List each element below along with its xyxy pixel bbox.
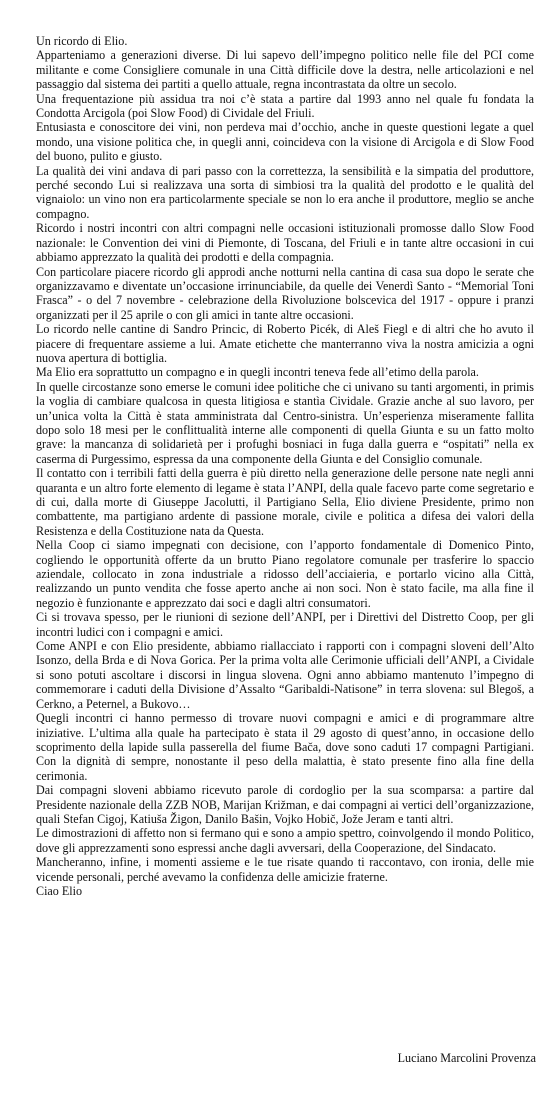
- paragraph: Mancheranno, infine, i momenti assieme e le tue risate quando ti raccontavo, con ironia, delle mie vicende personali, perché avevamo la confidenza delle amicizie fraterne.: [36, 855, 534, 884]
- paragraph: Ci si trovava spesso, per le riunioni di sezione dell’ANPI, per i Direttivi del Distretto Coop, per gli incontri ludici con i compagni e amici.: [36, 610, 534, 639]
- paragraph: Il contatto con i terribili fatti della guerra è più diretto nella generazione delle persone nate negli anni quaranta e un altro forte elemento di legame è stata l’ANPI, della quale facevo parte come segretario e di cui, dalla morte di Giuseppe Jacolutti, il Partigiano Sella, Elio diviene Presidente, primo non combattente, ma partigiano ardente di passione morale, civile e politica a difesa dei valori della Resistenza e della Costituzione nata da Questa.: [36, 466, 534, 538]
- letter-title: Un ricordo di Elio.: [36, 34, 128, 48]
- paragraph: Nella Coop ci siamo impegnati con decisione, con l’apporto fondamentale di Domenico Pinto, cogliendo le opportunità offerte da un brutto Piano regolatore comunale per trasferire lo spaccio aziendale, collocato in zona industriale a ridosso dell’acciaieria, e portarlo vicino alla Città, realizzando un punto vendita che fosse aperto anche ai non soci. Non è stato facile, ma alla fine il negozio è funzionante e apprezzato dai soci e dagli altri consumatori.: [36, 538, 534, 610]
- paragraph: La qualità dei vini andava di pari passo con la correttezza, la sensibilità e la simpatia del produttore, perché secondo Lui si realizzava una sorta di simbiosi tra la qualità del prodotto e le qualità del vignaiolo: un vino non era particolarmente speciale se non lo era anche il produttore, meglio se anche compagno.: [36, 163, 534, 221]
- paragraph: Ma Elio era soprattutto un compagno e in quegli incontri teneva fede all’etimo della parola.: [36, 365, 479, 380]
- paragraph: Entusiasta e conoscitore dei vini, non perdeva mai d’occhio, anche in queste questioni legate a quel mondo, una visione politica che, in quegli anni, coincideva con la visione di Arcigola e di Slow Food del buono, pulito e giusto.: [36, 120, 534, 164]
- paragraph: Quegli incontri ci hanno permesso di trovare nuovi compagni e amici e di programmare altre iniziative. L’ultima alla quale ha partecipato è stata il 29 agosto di quest’anno, in occasione dello scoprimento della lapide sulla passerella del fiume Bača, dove sono caduti 17 compagni Partigiani. Con la dignità di sempre, nonostante il peso della malattia, è stato presente fino alla fine della cerimonia.: [36, 711, 534, 783]
- paragraph: Lo ricordo nelle cantine di Sandro Princic, di Roberto Picék, di Aleš Fiegl e di altri che ho avuto il piacere di frequentare assieme a lui. Amate etichette che manterranno viva la nostra amicizia a ogni nuova apertura di bottiglia.: [36, 322, 534, 365]
- paragraph: Le dimostrazioni di affetto non si fermano qui e sono a ampio spettro, coinvolgendo il mondo Politico, dove gli apprezzamenti sono espressi anche dagli avversari, della Cooperazione, del Sindacato.: [36, 826, 534, 855]
- paragraph: Con particolare piacere ricordo gli approdi anche notturni nella cantina di casa sua dopo le serate che organizzavamo e diventate un’occasione irrinunciabile, da quelle dei Venerdì Santo - “Memorial Toni Frasca” - o del 7 novembre - celebrazione della Rivoluzione bolscevica del 1917 - oppure i pranzi organizzati per il 25 aprile o con gli amici in tante altre occasioni.: [36, 264, 534, 322]
- paragraph: Apparteniamo a generazioni diverse. Di lui sapevo dell’impegno politico nelle file del PCI come militante e come Consigliere comunale in una Città difficile dove la destra, nelle articolazioni e nel passaggio dal sistema dei partiti a quello attuale, regna incontrastata da oltre un secolo.: [36, 48, 534, 92]
- paragraph: Come ANPI e con Elio presidente, abbiamo riallacciato i rapporti con i compagni sloveni dell’Alto Isonzo, della Brda e di Nova Gorica. Per la prima volta alle Cerimonie ufficiali dell’ANPI, a Cividale si sono potuti ascoltare i discorsi in lingua slovena. Ogni anno abbiamo mantenuto l’impegno di commemorare i caduti della Divisione d’Assalto “Garibaldi-Natisone” in terra slovena: sul Blegoš, a Cerkno, a Peternel, a Bukovo…: [36, 639, 534, 711]
- paragraph: In quelle circostanze sono emerse le comuni idee politiche che ci univano su tanti argomenti, in primis la voglia di cambiare qualcosa in questa litigiosa e stantìa Cividale. Grazie anche al suo lavoro, per un’unica volta la Città è stata amministrata dal Centro-sinistra. Un’esperienza miseramente fallita dopo solo 18 mesi per le conflittualità interne alle componenti di quella Giunta e su un fatto molto grave: la mancanza di solidarietà per i profughi bosniaci in fuga dalla guerra e “ospitati” nella ex caserma di Purgessimo, espressa da una componente della Giunta e del Consiglio comunale.: [36, 379, 534, 466]
- closing-line: Ciao Elio: [36, 883, 83, 898]
- paragraph: Una frequentazione più assidua tra noi c’è stata a partire dal 1993 anno nel quale fu fondata la Condotta Arcigola (poi Slow Food) di Cividale del Friuli.: [36, 91, 534, 121]
- paragraph: Dai compagni sloveni abbiamo ricevuto parole di cordoglio per la sua scomparsa: a partire dal Presidente nazionale della ZZB NOB, Marijan Križman, e dai compagni ai vertici dell’organizzazione, quali Stefan Cigoj, Katiuša Žigon, Danilo Bašin, Vojko Hobič, Jože Jeram e tanti altri.: [36, 783, 534, 826]
- paragraph: Ricordo i nostri incontri con altri compagni nelle occasioni istituzionali promosse dallo Slow Food nazionale: le Convention dei vini di Piemonte, di Toscana, del Friuli e in tante altre occasioni in cui abbiamo apprezzato la qualità dei prodotti e della compagnia.: [36, 221, 534, 265]
- author-signature: Luciano Marcolini Provenza: [397, 1051, 536, 1065]
